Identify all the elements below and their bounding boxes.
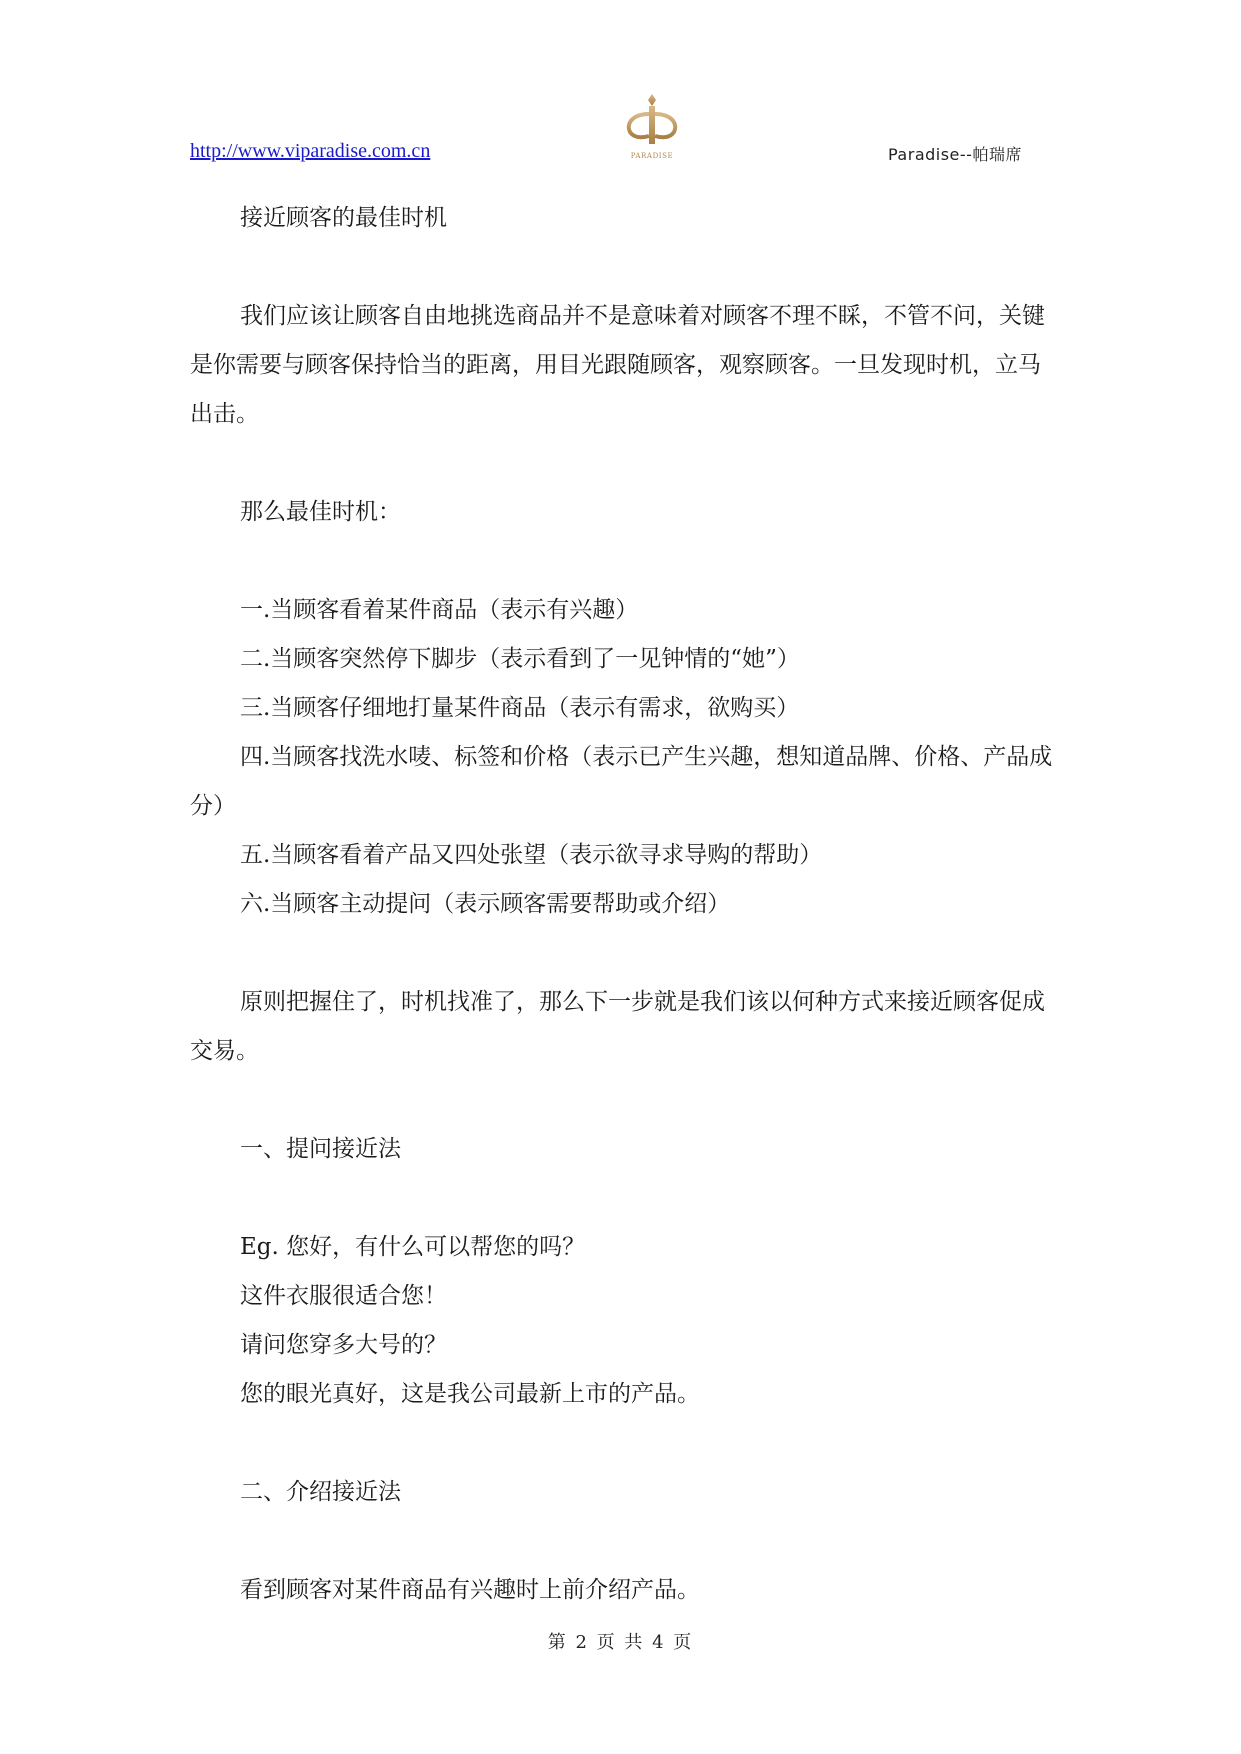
example-line: Eg. 您好，有什么可以帮您的吗？ [240, 1234, 586, 1260]
paradise-logo [620, 92, 684, 162]
spacer [190, 1076, 1060, 1125]
svg-text:PARADISE: PARADISE [630, 152, 674, 160]
spacer [190, 537, 1060, 586]
method-heading-question: 一、提问接近法 [240, 1136, 401, 1162]
section-title: 接近顾客的最佳时机 [240, 205, 447, 231]
example-line: 请问您穿多大号的？ [240, 1332, 447, 1358]
spacer [190, 243, 1060, 292]
paragraph-principle: 原则把握住了，时机找准了，那么下一步就是我们该以何种方式来接近顾客促成交易。 [190, 989, 1045, 1064]
spacer [190, 1419, 1060, 1468]
list-item: 四.当顾客找洗水唛、标签和价格（表示已产生兴趣，想知道品牌、价格、产品成分） [190, 744, 1053, 819]
spacer [190, 1174, 1060, 1223]
list-item: 六.当顾客主动提问（表示顾客需要帮助或介绍） [240, 891, 731, 917]
spacer [190, 1517, 1060, 1566]
list-item: 一.当顾客看着某件商品（表示有兴趣） [240, 597, 639, 623]
page-header [0, 0, 1241, 170]
brand-name: Paradise--帕瑞席 [888, 145, 1022, 164]
paragraph-intro: 我们应该让顾客自由地挑选商品并不是意味着对顾客不理不睬，不管不问，关键是你需要与顾客保持恰当的距离，用目光跟随顾客，观察顾客。一旦发现时机，立马出击。 [190, 303, 1045, 427]
page-number: 第 2 页 共 4 页 [547, 1632, 694, 1653]
best-timing-heading: 那么最佳时机： [240, 499, 401, 525]
method-heading-introduce: 二、介绍接近法 [240, 1479, 401, 1505]
paragraph-introduce: 看到顾客对某件商品有兴趣时上前介绍产品。 [240, 1577, 700, 1603]
example-line: 您的眼光真好，这是我公司最新上市的产品。 [240, 1381, 700, 1407]
list-item: 二.当顾客突然停下脚步（表示看到了一见钟情的“她”） [240, 646, 800, 672]
document-body [190, 194, 1060, 1615]
list-item: 五.当顾客看着产品又四处张望（表示欲寻求导购的帮助） [240, 842, 823, 868]
website-link[interactable]: http://www.viparadise.com.cn [190, 140, 431, 162]
spacer [190, 439, 1060, 488]
example-line: 这件衣服很适合您！ [240, 1283, 447, 1309]
list-item: 三.当顾客仔细地打量某件商品（表示有需求，欲购买） [240, 695, 800, 721]
spacer [190, 929, 1060, 978]
